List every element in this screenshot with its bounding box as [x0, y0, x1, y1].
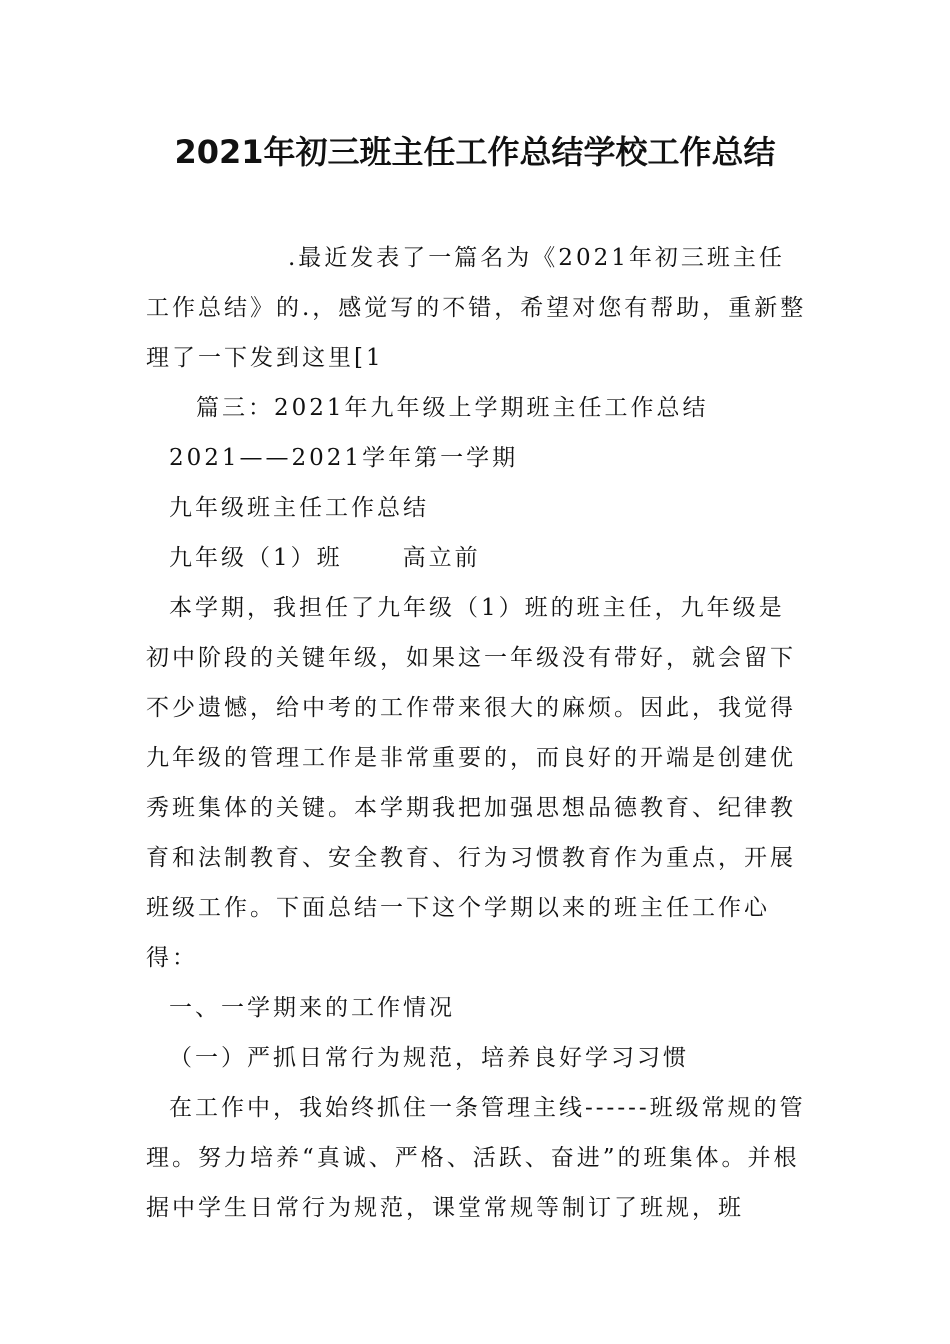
class-name: 九年级（1）班 [169, 545, 343, 571]
body-paragraph: 本学期，我担任了九年级（1）班的班主任，九年级是初中阶段的关键年级，如果这一年级没有带好，就会留下不少遗憾，给中考的工作带来很大的麻烦。因此，我觉得九年级的管理工作是非常重要的，而良好的开端是创建优秀班集体的关键。本学期我把加强思想品德教育、纪律教育和法制教育、安全教育、行为习惯教育作为重点，开展班级工作。下面总结一下这个学期以来的班主任工作心得： [146, 595, 796, 971]
body-paragraph: 在工作中，我始终抓住一条管理主线------班级常规的管理。努力培养“真诚、严格、活跃、奋进”的班集体。并根据中学生日常行为规范，课堂常规等制订了班规，班 [146, 1095, 806, 1221]
teacher-name: 高立前 [402, 545, 481, 571]
heading-level-2: （一）严抓日常行为规范，培养良好学习习惯 [169, 1045, 689, 1071]
document-body [146, 233, 808, 1233]
report-subtitle: 九年级班主任工作总结 [169, 495, 429, 521]
class-teacher-line [146, 533, 808, 583]
heading-level-1: 一、一学期来的工作情况 [169, 995, 455, 1021]
document-title: 2021年初三班主任工作总结学校工作总结 [174, 133, 776, 171]
term-line: 2021——2021学年第一学期 [169, 445, 519, 471]
section-heading: 篇三：2021年九年级上学期班主任工作总结 [196, 395, 709, 421]
intro-paragraph: .最近发表了一篇名为《2021年初三班主任工作总结》的.，感觉写的不错，希望对您有帮助，重新整理了一下发到这里[1 [146, 245, 807, 371]
